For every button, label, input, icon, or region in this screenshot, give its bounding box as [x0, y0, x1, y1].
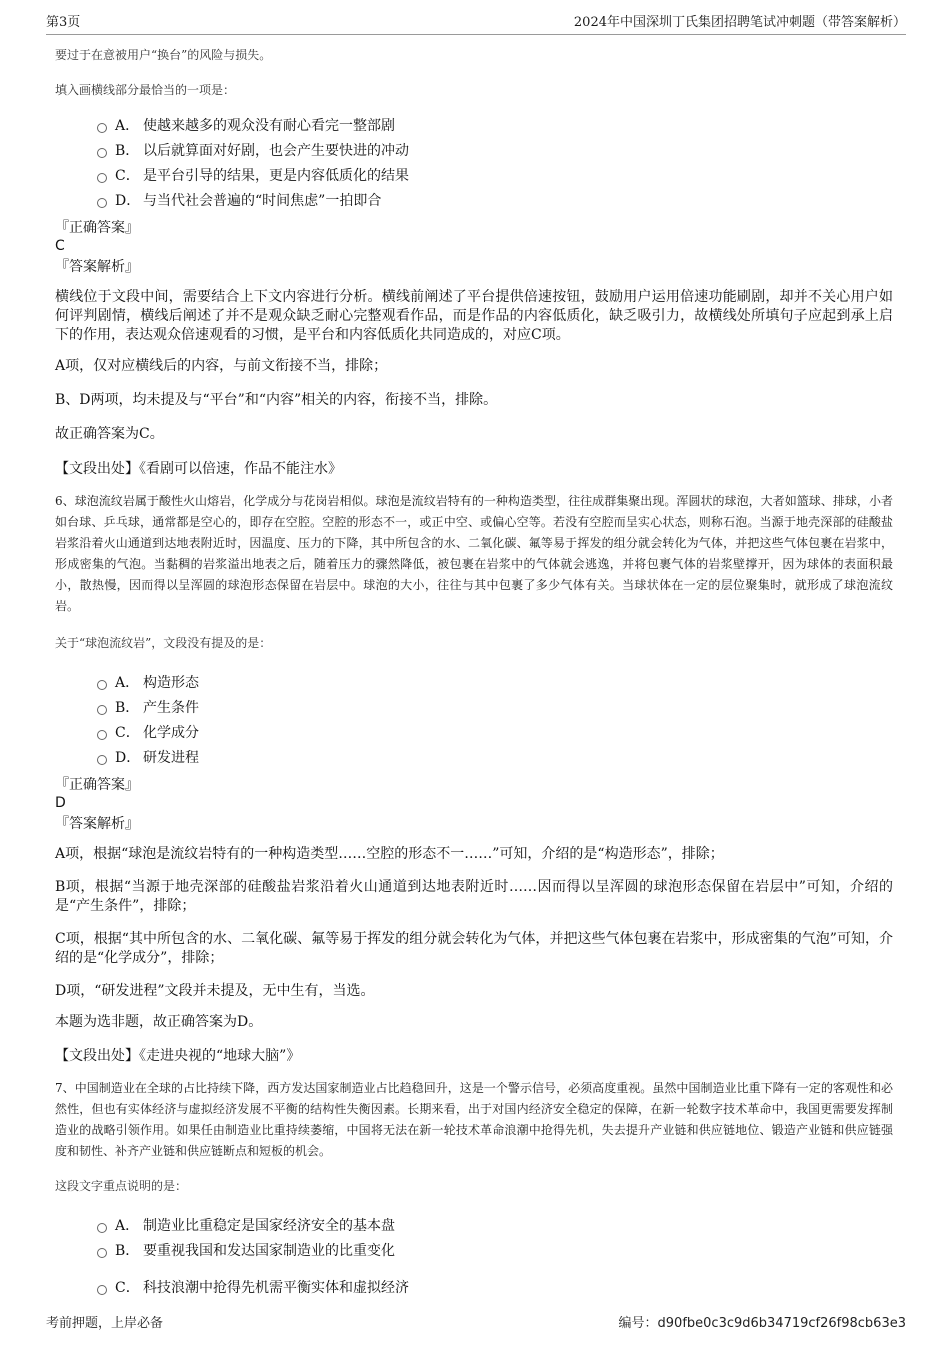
page-header: [46, 12, 906, 35]
footer-slogan: 考前押题，上岸必备: [46, 1316, 164, 1331]
correct-answer: C: [55, 238, 65, 254]
question-text-tail: 要过于在意被用户“换台”的风险与损失。: [55, 48, 272, 62]
analysis-paragraph: C项，根据“其中所包含的水、二氧化碳、氟等易于挥发的组分就会转化为气体，并把这些气体包裹在岩浆中，形成密集的气泡”可知，介绍的是“化学成分”，排除；: [55, 931, 893, 966]
option-d[interactable]: [55, 189, 893, 214]
option-letter: B．: [115, 143, 140, 159]
document-body: [55, 42, 893, 1301]
option-letter: C．: [115, 1280, 140, 1296]
correct-answer: D: [55, 795, 66, 811]
option-letter: A．: [115, 1218, 140, 1234]
radio-button[interactable]: [97, 680, 107, 690]
option-text: 构造形态: [143, 675, 199, 691]
analysis-paragraph: B、D两项，均未提及与“平台”和“内容”相关的内容，衔接不当，排除。: [55, 392, 498, 408]
analysis-paragraph: 本题为选非题，故正确答案为D。: [55, 1014, 263, 1030]
option-c[interactable]: [55, 721, 893, 746]
passage-source: 【文段出处】《看剧可以倍速，作品不能注水》: [55, 461, 342, 477]
option-letter: D．: [115, 193, 141, 209]
option-text: 制造业比重稳定是国家经济安全的基本盘: [143, 1218, 395, 1234]
page-footer: [46, 1314, 906, 1334]
option-text: 以后就算面对好剧，也会产生要快进的冲动: [143, 143, 409, 159]
option-text: 是平台引导的结果，更是内容低质化的结果: [143, 168, 409, 184]
page-number: 第3页: [46, 15, 81, 30]
document-code: [619, 1314, 906, 1334]
question-text: 7、中国制造业在全球的占比持续下降，西方发达国家制造业占比趋稳回升，这是一个警示信号，必须高度重视。虽然中国制造业比重下降有一定的客观性和必然性，但也有实体经济与虚拟经济发展不平衡的结构性失衡因素。长期来看，出于对国内经济安全稳定的保障，在新一轮数字技术革命中，我国更需要发挥制造业的战略引领作用。如果任由制造业比重持续萎缩，中国将无法在新一轮技术革命浪潮中抢得先机，失去提升产业链和供应链地位、锻造产业链和供应链强度和韧性、补齐产业链和供应链断点和短板的机会。: [55, 1081, 893, 1158]
question-prompt: 填入画横线部分最恰当的一项是：: [55, 83, 236, 97]
radio-button[interactable]: [97, 1223, 107, 1233]
option-text: 要重视我国和发达国家制造业的比重变化: [143, 1243, 395, 1259]
option-letter: B．: [115, 700, 140, 716]
question-prompt: 这段文字重点说明的是：: [55, 1179, 188, 1193]
option-d[interactable]: [55, 746, 893, 771]
radio-button[interactable]: [97, 148, 107, 158]
option-a[interactable]: [55, 671, 893, 696]
option-text: 研发进程: [143, 750, 199, 766]
code-label: 编号：: [618, 1316, 658, 1331]
option-a[interactable]: [55, 114, 893, 139]
option-text: 科技浪潮中抢得先机需平衡实体和虚拟经济: [143, 1280, 409, 1296]
option-letter: D．: [115, 750, 141, 766]
answer-label: 『正确答案』: [55, 220, 139, 236]
analysis-paragraph: D项，“研发进程”文段并未提及，无中生有，当选。: [55, 983, 375, 999]
option-b[interactable]: [55, 696, 893, 721]
option-text: 化学成分: [143, 725, 199, 741]
radio-button[interactable]: [97, 173, 107, 183]
radio-button[interactable]: [97, 730, 107, 740]
question-5: [55, 45, 893, 479]
question-7: [55, 1078, 893, 1301]
question-prompt: 关于“球泡流纹岩”，文段没有提及的是：: [55, 636, 272, 650]
question-text: 6、球泡流纹岩属于酸性火山熔岩，化学成分与花岗岩相似。球泡是流纹岩特有的一种构造类型，往往成群集聚出现。浑圆状的球泡，大者如篮球、排球，小者如台球、乒乓球，通常都是空心的，即存在空腔。空腔的形态不一，或正中空、或偏心空等。若没有空腔而呈实心状态，则称石泡。当源于地壳深部的硅酸盐岩浆沿着火山通道到达地表附近时，因温度、压力的下降，其中所包含的水、二氧化碳、氟等易于挥发的组分就会转化为气体，并把这些气体包裹在岩浆中，形成密集的气泡。当黏稠的岩浆溢出地表之后，随着压力的骤然降低，被包裹在岩浆中的气体就会逃逸，并将包裹气体的岩浆壁撑开，因为球体的表面积最小，散热慢，因而得以呈浑圆的球泡形态保留在岩层中。球泡的大小，往往与其中包裹了多少气体有关。当球状体在一定的层位聚集时，就形成了球泡流纹岩。: [55, 494, 893, 613]
radio-button[interactable]: [97, 198, 107, 208]
option-letter: B．: [115, 1243, 140, 1259]
radio-button[interactable]: [97, 1285, 107, 1295]
option-text: 与当代社会普遍的“时间焦虑”一拍即合: [143, 193, 382, 209]
option-a[interactable]: [55, 1214, 893, 1239]
analysis-paragraph: 横线位于文段中间，需要结合上下文内容进行分析。横线前阐述了平台提供倍速按钮，鼓励用户运用倍速功能刷剧，却并不关心用户如何评判剧情，横线后阐述了并不是观众缺乏耐心完整观看作品，而是作品的内容低质化，缺乏吸引力，故横线处所填句子应起到承上启下的作用，表达观众倍速观看的习惯，是平台和内容低质化共同造成的，对应C项。: [55, 289, 893, 343]
analysis-paragraph: B项，根据“当源于地壳深部的硅酸盐岩浆沿着火山通道到达地表附近时……因而得以呈浑圆的球泡形态保留在岩层中”可知，介绍的是“产生条件”，排除；: [55, 879, 893, 914]
analysis-label: 『答案解析』: [55, 816, 139, 832]
option-c[interactable]: [55, 1276, 893, 1301]
analysis-paragraph: 故正确答案为C。: [55, 426, 164, 442]
code-value: d90fbe0c3c9d6b34719cf26f98cb63e3: [657, 1316, 906, 1331]
option-text: 产生条件: [143, 700, 199, 716]
analysis-paragraph: A项，仅对应横线后的内容，与前文衔接不当，排除；: [55, 358, 388, 374]
option-b[interactable]: [55, 1239, 893, 1264]
option-letter: C．: [115, 168, 140, 184]
option-letter: A．: [115, 118, 140, 134]
option-list: [55, 114, 893, 214]
option-letter: C．: [115, 725, 140, 741]
radio-button[interactable]: [97, 705, 107, 715]
radio-button[interactable]: [97, 1248, 107, 1258]
radio-button[interactable]: [97, 755, 107, 765]
option-text: 使越来越多的观众没有耐心看完一整部剧: [143, 118, 395, 134]
passage-source: 【文段出处】《走进央视的“地球大脑”》: [55, 1048, 301, 1064]
question-6: [55, 491, 893, 1066]
option-list: [55, 671, 893, 771]
option-letter: A．: [115, 675, 140, 691]
option-c[interactable]: [55, 164, 893, 189]
analysis-paragraph: A项，根据“球泡是流纹岩特有的一种构造类型……空腔的形态不一……”可知，介绍的是“构造形态”，排除；: [55, 846, 724, 862]
option-b[interactable]: [55, 139, 893, 164]
radio-button[interactable]: [97, 123, 107, 133]
option-list: [55, 1214, 893, 1301]
document-title: 2024年中国深圳丁氏集团招聘笔试冲刺题（带答案解析）: [573, 15, 906, 30]
analysis-label: 『答案解析』: [55, 259, 139, 275]
answer-label: 『正确答案』: [55, 777, 139, 793]
